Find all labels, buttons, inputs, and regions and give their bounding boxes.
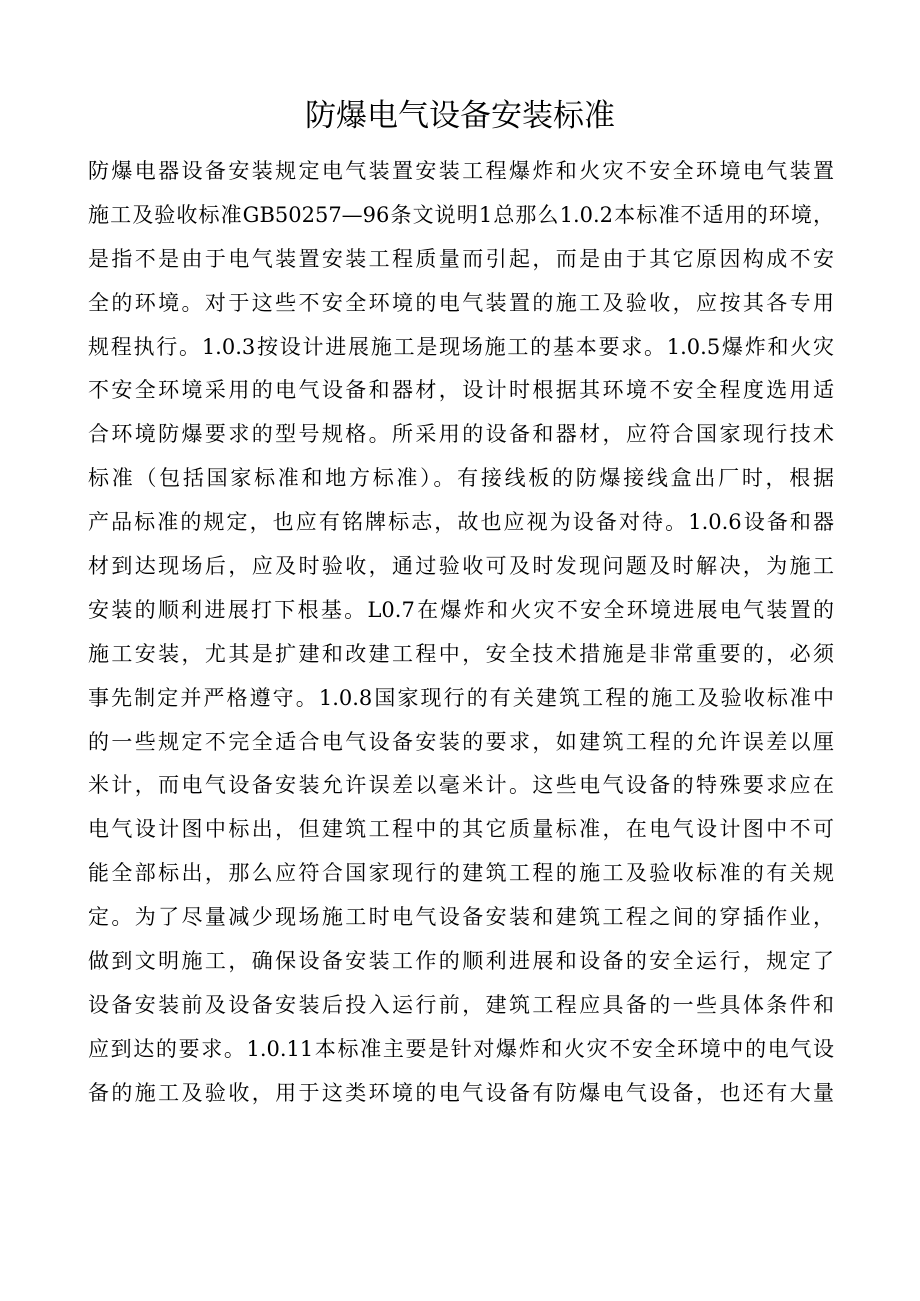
text-line: 规程执行。1.0.3按设计进展施工是现场施工的基本要求。1.0.5爆炸和火灾: [88, 334, 834, 359]
body-text: [88, 150, 834, 1116]
text-line: 安装的顺利进展打下根基。L0.7在爆炸和火灾不安全环境进展电气装置的: [88, 597, 834, 622]
text-line: 施工及验收标准GB50257—96条文说明1总那么1.0.2本标准不适用的环境，: [88, 202, 834, 227]
text-line: 施工安装，尤其是扩建和改建工程中，安全技术措施是非常重要的，必须: [88, 641, 834, 666]
text-line: 做到文明施工，确保设备安装工作的顺利进展和设备的安全运行，规定了: [88, 949, 834, 974]
text-line: 的一些规定不完全适合电气设备安装的要求，如建筑工程的允许误差以厘: [88, 729, 834, 754]
text-line: 是指不是由于电气装置安装工程质量而引起，而是由于其它原因构成不安: [88, 246, 834, 271]
text-line: 全的环境。对于这些不安全环境的电气装置的施工及验收，应按其各专用: [88, 290, 834, 315]
text-line: 防爆电器设备安装规定电气装置安装工程爆炸和火灾不安全环境电气装置: [88, 159, 834, 183]
text-line: 定。为了尽量减少现场施工时电气设备安装和建筑工程之间的穿插作业，: [88, 905, 834, 930]
text-line: 备的施工及验收，用于这类环境的电气设备有防爆电气设备，也还有大量: [88, 1080, 834, 1105]
text-line: 标准（包括国家标准和地方标准）。有接线板的防爆接线盒出厂时，根据: [88, 466, 834, 491]
page-title: 防爆电气设备安装标准: [305, 98, 615, 134]
text-line: 电气设计图中标出，但建筑工程中的其它质量标准，在电气设计图中不可: [88, 817, 834, 842]
text-line: 能全部标出，那么应符合国家现行的建筑工程的施工及验收标准的有关规: [88, 861, 834, 886]
text-line: 不安全环境采用的电气设备和器材，设计时根据其环境不安全程度选用适: [88, 378, 834, 403]
text-line: 应到达的要求。1.0.11本标准主要是针对爆炸和火灾不安全环境中的电气设: [88, 1036, 834, 1061]
text-line: 米计，而电气设备安装允许误差以毫米计。这些电气设备的特殊要求应在: [88, 773, 834, 798]
text-line: 产品标准的规定，也应有铭牌标志，故也应视为设备对待。1.0.6设备和器: [88, 510, 834, 535]
text-line: 材到达现场后，应及时验收，通过验收可及时发现问题及时解决，为施工: [88, 554, 834, 579]
text-line: 设备安装前及设备安装后投入运行前，建筑工程应具备的一些具体条件和: [88, 992, 834, 1017]
text-line: 事先制定并严格遵守。1.0.8国家现行的有关建筑工程的施工及验收标准中: [88, 685, 834, 710]
text-line: 合环境防爆要求的型号规格。所采用的设备和器材，应符合国家现行技术: [88, 422, 834, 447]
